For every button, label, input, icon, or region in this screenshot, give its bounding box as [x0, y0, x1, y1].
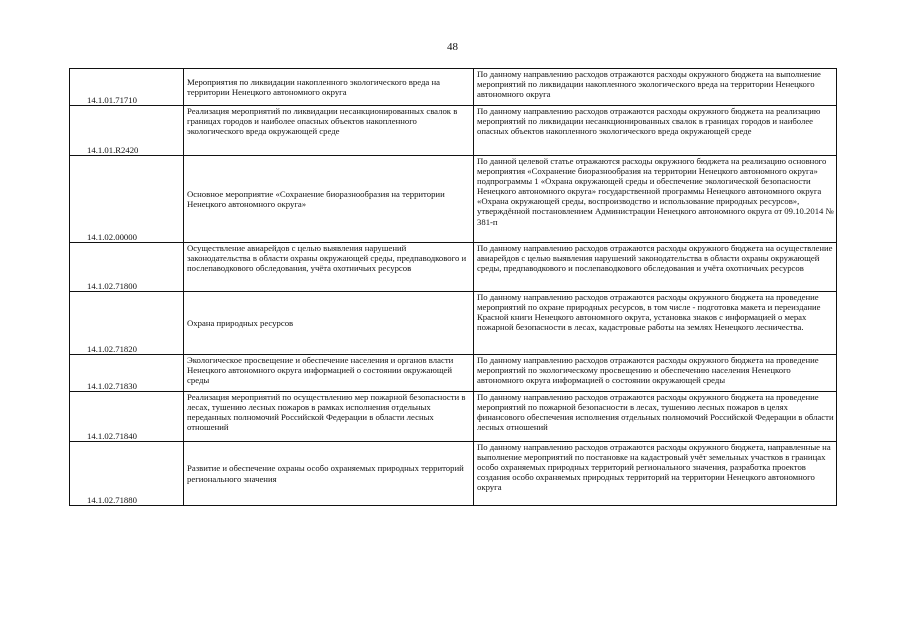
target-name-cell: Реализация мероприятий по осуществлению мер пожарной безопасности в лесах, тушению лесных пожаров в рамках исполнения отдельных переданных полномочий Российской Федерации в области лесных отношений: [184, 392, 474, 442]
table-row: [70, 442, 837, 506]
target-name-cell: Основное мероприятие «Сохранение биоразнообразия на территории Ненецкого автономного округа»: [184, 156, 474, 243]
table-row: [70, 243, 837, 292]
target-description-cell: По данному направлению расходов отражаются расходы окружного бюджета на осуществление авиарейдов с целью выявления нарушений законодательства в области охраны окружающей среды, предпаводкового и послепаводкового обследования и учёта охотничьих ресурсов: [474, 243, 837, 292]
target-name-cell: Экологическое просвещение и обеспечение населения и органов власти Ненецкого автономного округа информацией о состоянии окружающей среды: [184, 355, 474, 392]
target-name-cell: Осуществление авиарейдов с целью выявления нарушений законодательства в области охраны окружающей среды, предпаводкового и послепаводкового обследования, учёта охотничьих ресурсов: [184, 243, 474, 292]
table-row: [70, 355, 837, 392]
table-row: [70, 106, 837, 156]
table-row: [70, 156, 837, 243]
target-description-cell: По данной целевой статье отражаются расходы окружного бюджета на реализацию основного мероприятия «Сохранение биоразнообразия на территории Ненецкого автономного округа» подпрограммы 1 «Охрана окружающей среды и обеспечение экологической безопасности Ненецкого автономного округа» государственной программы Ненецкого автономного округа «Охрана окружающей среды, воспроизводство и использование природных ресурсов», утверждённой постановлением Администрации Ненецкого автономного округа от 09.10.2014 № 381-п: [474, 156, 837, 243]
target-code-cell: 14.1.02.71800: [70, 243, 184, 292]
target-description-cell: По данному направлению расходов отражаются расходы окружного бюджета на реализацию мероприятий по ликвидации несанкционированных свалок в границах городов и наиболее опасных объектов накопленного экологического вреда окружающей среде: [474, 106, 837, 156]
target-code-cell: 14.1.01.R2420: [70, 106, 184, 156]
target-description-cell: По данному направлению расходов отражаются расходы окружного бюджета, направленные на выполнение мероприятий по постановке на кадастровый учёт земельных участков в границах особо охраняемых природных территорий регионального значения, разработка проектов создания особо охраняемых природных территорий на территории Ненецкого автономного округа: [474, 442, 837, 506]
target-name-cell: Мероприятия по ликвидации накопленного экологического вреда на территории Ненецкого автономного округа: [184, 69, 474, 106]
target-code-cell: 14.1.02.71820: [70, 292, 184, 355]
target-description-cell: По данному направлению расходов отражаются расходы окружного бюджета на выполнение мероприятий по ликвидации накопленного экологического вреда на территории Ненецкого автономного округа: [474, 69, 837, 106]
target-code-cell: 14.1.02.71830: [70, 355, 184, 392]
target-code-cell: 14.1.01.71710: [70, 69, 184, 106]
budget-classification-table: [69, 68, 837, 506]
target-name-cell: Развитие и обеспечение охраны особо охраняемых природных территорий регионального значения: [184, 442, 474, 506]
target-code-cell: 14.1.02.00000: [70, 156, 184, 243]
table-row: [70, 392, 837, 442]
target-code-cell: 14.1.02.71840: [70, 392, 184, 442]
table-row: [70, 69, 837, 106]
table-row: [70, 292, 837, 355]
target-name-cell: Реализация мероприятий по ликвидации несанкционированных свалок в границах городов и наиболее опасных объектов накопленного экологического вреда окружающей среде: [184, 106, 474, 156]
target-description-cell: По данному направлению расходов отражаются расходы окружного бюджета на проведение мероприятий по экологическому просвещению и обеспечению населения Ненецкого автономного округа информацией о состоянии окружающей среды: [474, 355, 837, 392]
target-name-cell: Охрана природных ресурсов: [184, 292, 474, 355]
target-description-cell: По данному направлению расходов отражаются расходы окружного бюджета на проведение мероприятий по охране природных ресурсов, в том числе - подготовка макета и переиздание Красной книги Ненецкого автономного округа, установка знаков с информацией о мерах пожарной безопасности в лесах, кадастровые работы на землях Ненецкого лесничества.: [474, 292, 837, 355]
page-number: 48: [447, 41, 458, 53]
target-description-cell: По данному направлению расходов отражаются расходы окружного бюджета на проведение мероприятий по пожарной безопасности в лесах, тушению лесных пожаров в целях финансового обеспечения исполнения отдельных полномочий Российской Федерации в области лесных отношений: [474, 392, 837, 442]
target-code-cell: 14.1.02.71880: [70, 442, 184, 506]
